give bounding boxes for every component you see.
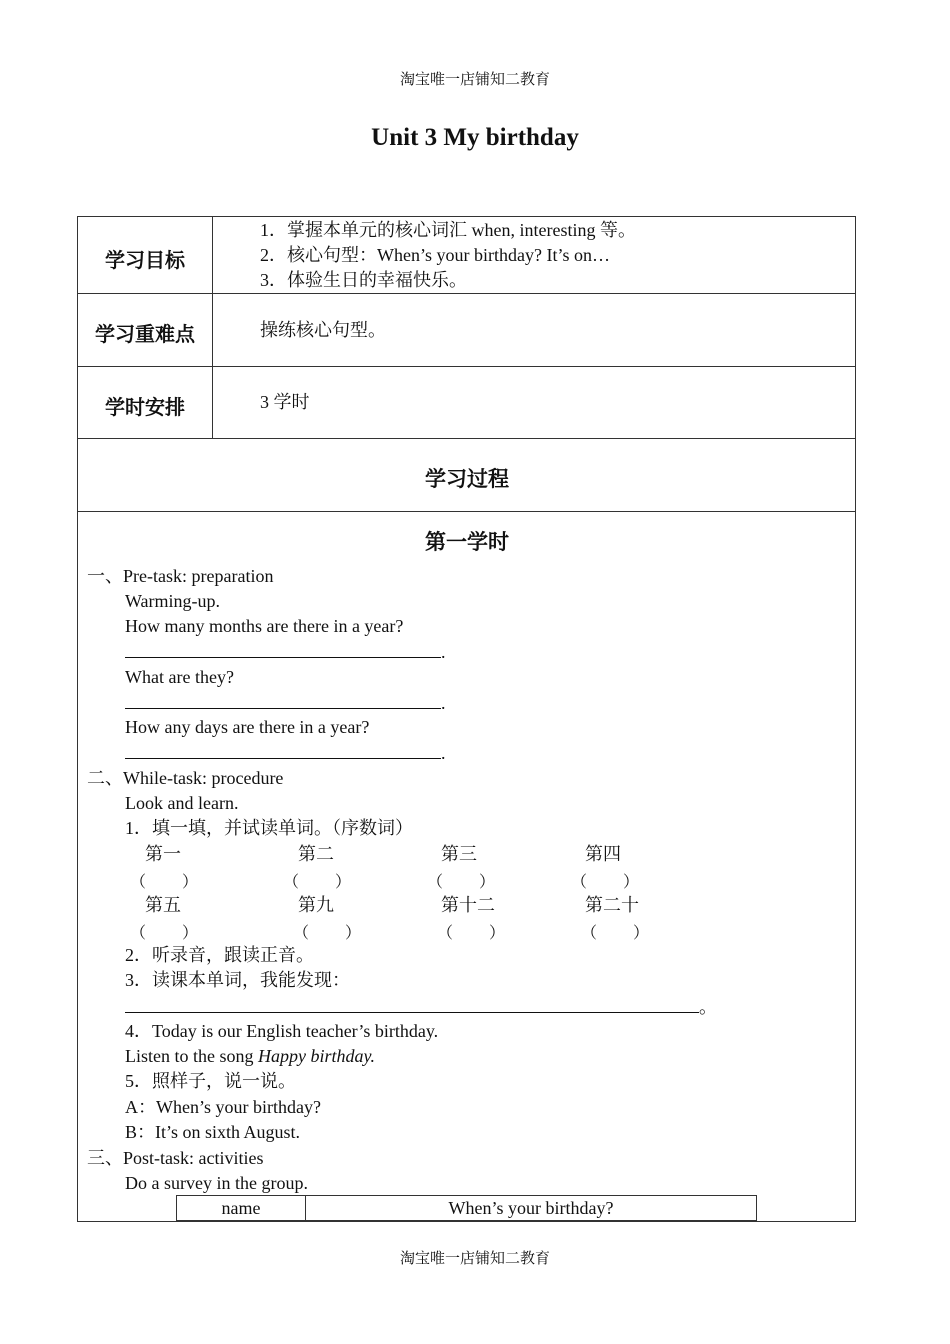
ordinal-word: 第十二 (441, 895, 495, 915)
question-what: What are they? (125, 667, 234, 687)
answer-line: . (125, 740, 446, 766)
paren-blank: （ ） (427, 874, 496, 891)
paren-blank: （ ） (293, 925, 362, 942)
survey-instruction: Do a survey in the group. (125, 1173, 308, 1193)
ordinal-word: 第二十 (585, 895, 639, 915)
key-points-label: 学习重难点 (95, 324, 195, 346)
process-heading: 学习过程 (425, 467, 509, 491)
survey-header-name: name (221, 1198, 261, 1218)
schedule-text: 3 学时 (260, 392, 310, 412)
answer-line: . (125, 639, 446, 665)
page-title: Unit 3 My birthday (371, 124, 579, 151)
page-header: 淘宝唯一店铺知二教育 (399, 72, 550, 88)
answer-line: . (125, 690, 446, 716)
instruction-fill: 1．填一填，并试读单词。（序数词） (125, 818, 413, 838)
instruction-listen: 2．听录音，跟读正音。 (125, 945, 314, 965)
instruction-teacher-birthday: 4．Today is our English teacher’s birthday. (125, 1021, 439, 1041)
section-title-pretask: 一、Pre-task: preparation (87, 566, 274, 586)
song-title: Happy birthday. (258, 1046, 375, 1066)
warming-up: Warming-up. (125, 591, 221, 611)
paren-blank: （ ） (571, 874, 640, 891)
objective-item: 1．掌握本单元的核心词汇 when, interesting 等。 (260, 220, 636, 240)
look-and-learn: Look and learn. (125, 793, 239, 813)
ordinal-word: 第四 (585, 844, 621, 864)
ordinal-word: 第一 (145, 844, 181, 864)
answer-line: 。 (125, 994, 717, 1020)
instruction-example: 5．照样子，说一说。 (125, 1071, 296, 1091)
lesson-heading: 第一学时 (425, 530, 509, 554)
section-title-posttask: 三、Post-task: activities (87, 1148, 264, 1168)
objective-item: 3．体验生日的幸福快乐。 (260, 270, 467, 290)
question-months: How many months are there in a year? (125, 616, 404, 636)
ordinal-word: 第九 (298, 895, 334, 915)
ordinal-word: 第三 (441, 844, 477, 864)
dialog-line-a: A：When’s your birthday? (125, 1097, 321, 1117)
paren-blank: （ ） (130, 874, 199, 891)
objectives-label: 学习目标 (105, 250, 185, 272)
section-title-whiletask: 二、While-task: procedure (87, 768, 284, 788)
question-days: How any days are there in a year? (125, 717, 370, 737)
instruction-song: Listen to the song Happy birthday. (125, 1046, 375, 1066)
ordinal-word: 第二 (298, 844, 334, 864)
key-points-text: 操练核心句型。 (260, 320, 386, 340)
instruction-discover: 3．读课本单词，我能发现： (125, 970, 350, 990)
ordinal-word: 第五 (145, 895, 181, 915)
survey-header-birthday: When’s your birthday? (448, 1198, 614, 1218)
paren-blank: （ ） (283, 874, 352, 891)
paren-blank: （ ） (581, 925, 650, 942)
dialog-line-b: B：It’s on sixth August. (125, 1122, 301, 1142)
paren-blank: （ ） (437, 925, 506, 942)
page-footer: 淘宝唯一店铺知二教育 (399, 1251, 550, 1267)
objective-item: 2．核心句型：When’s your birthday? It’s on… (260, 245, 610, 265)
paren-blank: （ ） (130, 925, 199, 942)
schedule-label: 学时安排 (105, 397, 185, 419)
